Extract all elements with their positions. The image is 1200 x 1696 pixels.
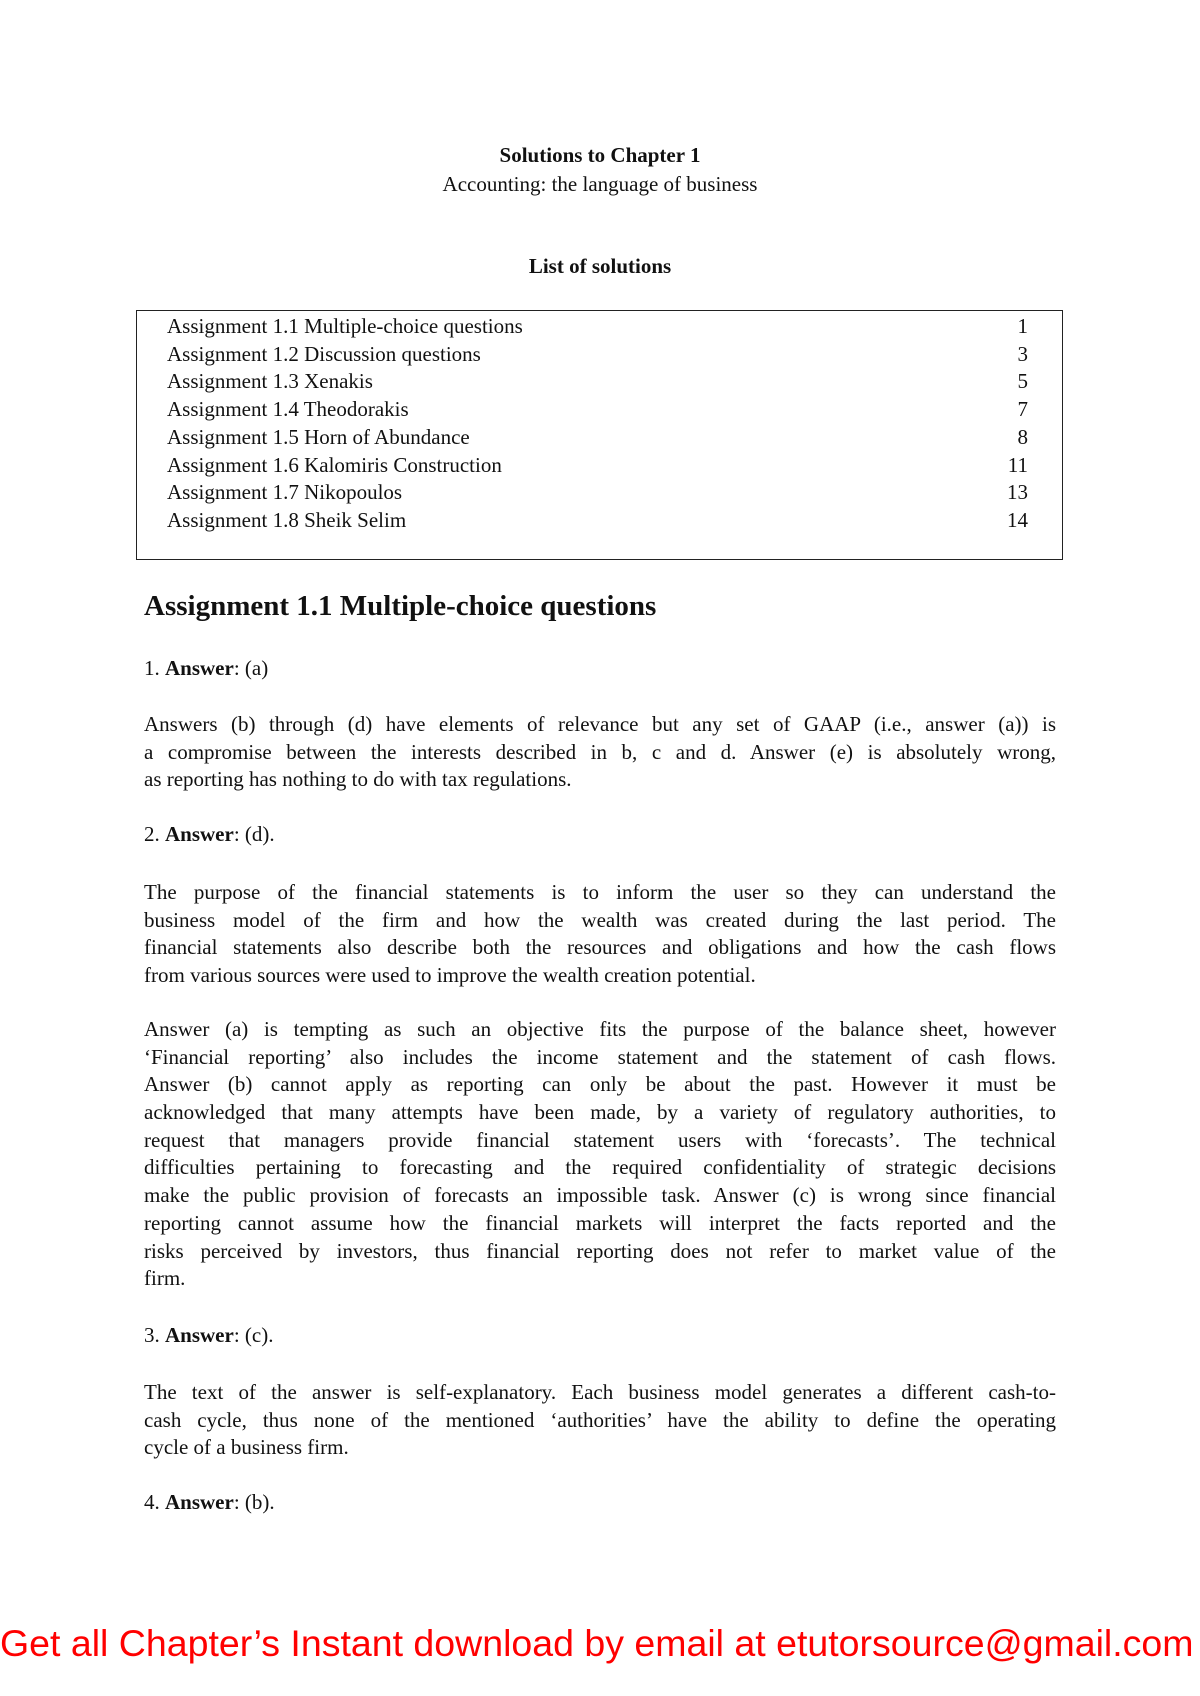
toc-row [167,396,1028,423]
toc-page: 11 [1007,452,1028,477]
paragraph-line: business model of the firm and how the wealth was created during the last period. The [144,907,1056,932]
toc-label: Assignment 1.8 Sheik Selim [167,507,407,532]
paragraph [144,1379,1056,1462]
answer-4: 4. Answer: (b). [144,1490,275,1514]
paragraph-line: cycle of a business firm. [144,1435,349,1460]
paragraph [144,879,1056,990]
paragraph-line: Answers (b) through (d) have elements of relevance but any set of GAAP (i.e., answer (a)) is [144,712,1056,736]
toc-page: 8 [1017,424,1028,449]
paragraph-line: request that managers provide financial statement users with ‘forecasts’. The technical [144,1127,1056,1152]
paragraph-line: Answer (b) cannot apply as reporting can only be about the past. However it must be [144,1072,1056,1097]
toc-label: Assignment 1.3 Xenakis [167,369,373,394]
paragraph-line: firm. [144,1266,186,1291]
paragraph-line: make the public provision of forecasts an impossible task. Answer (c) is wrong since financial [144,1183,1056,1208]
toc-row [167,479,1028,506]
download-promo-banner: Get all Chapter’s Instant download by email at etutorsource@gmail.com [0,1622,1194,1664]
paragraph [144,711,1056,794]
toc-label: Assignment 1.1 Multiple-choice questions [167,314,523,338]
toc-row [167,341,1028,368]
paragraph-line: as reporting has nothing to do with tax regulations. [144,767,572,792]
answer-2: 2. Answer: (d). [144,822,275,846]
document-subtitle: Accounting: the language of business [442,172,758,196]
paragraph-line: a compromise between the interests described in b, c and d. Answer (e) is absolutely wrong, [144,739,1056,764]
toc-label: Assignment 1.7 Nikopoulos [167,480,403,505]
toc-label: Assignment 1.5 Horn of Abundance [167,424,470,449]
paragraph-line: reporting cannot assume how the financial markets will interpret the facts reported and the [144,1210,1056,1235]
section-heading: Assignment 1.1 Multiple-choice questions [144,590,657,622]
toc-row [167,368,1028,395]
toc-label: Assignment 1.4 Theodorakis [167,397,409,422]
toc-page: 3 [1017,341,1028,366]
answer-1: 1. Answer: (a) [144,656,269,680]
paragraph-line: difficulties pertaining to forecasting and the required confidentiality of strategic decisions [144,1155,1056,1180]
paragraph-line: from various sources were used to improve the wealth creation potential. [144,963,756,988]
document-title: Solutions to Chapter 1 [499,143,701,167]
paragraph-line: ‘Financial reporting’ also includes the income statement and the statement of cash flows. [144,1044,1056,1069]
table-of-contents [136,310,1063,560]
toc-label: Assignment 1.6 Kalomiris Construction [167,452,502,477]
paragraph-line: The purpose of the financial statements is to inform the user so they can understand the [144,880,1056,904]
paragraph-line: financial statements also describe both the resources and obligations and how the cash flows [144,935,1056,960]
toc-page: 14 [1007,507,1028,532]
list-of-solutions-heading: List of solutions [528,254,672,278]
paragraph-line: cash cycle, thus none of the mentioned ‘authorities’ have the ability to define the operating [144,1407,1056,1432]
paragraph-line: risks perceived by investors, thus financial reporting does not refer to market value of the [144,1238,1056,1263]
toc-row [167,452,1028,479]
toc-row [167,424,1028,451]
paragraph-line: The text of the answer is self-explanatory. Each business model generates a different cash-to- [144,1380,1056,1404]
toc-page: 13 [1007,480,1028,505]
paragraph-line: Answer (a) is tempting as such an objective fits the purpose of the balance sheet, however [144,1017,1056,1041]
toc-page: 5 [1017,369,1028,394]
paragraph-line: acknowledged that many attempts have been made, by a variety of regulatory authorities, to [144,1100,1056,1125]
paragraph [144,1016,1056,1293]
toc-page: 1 [1017,314,1028,338]
toc-row [167,507,1028,534]
toc-page: 7 [1017,397,1028,422]
toc-label: Assignment 1.2 Discussion questions [167,341,481,366]
toc-row [167,313,1028,340]
answer-3: 3. Answer: (c). [144,1323,274,1347]
